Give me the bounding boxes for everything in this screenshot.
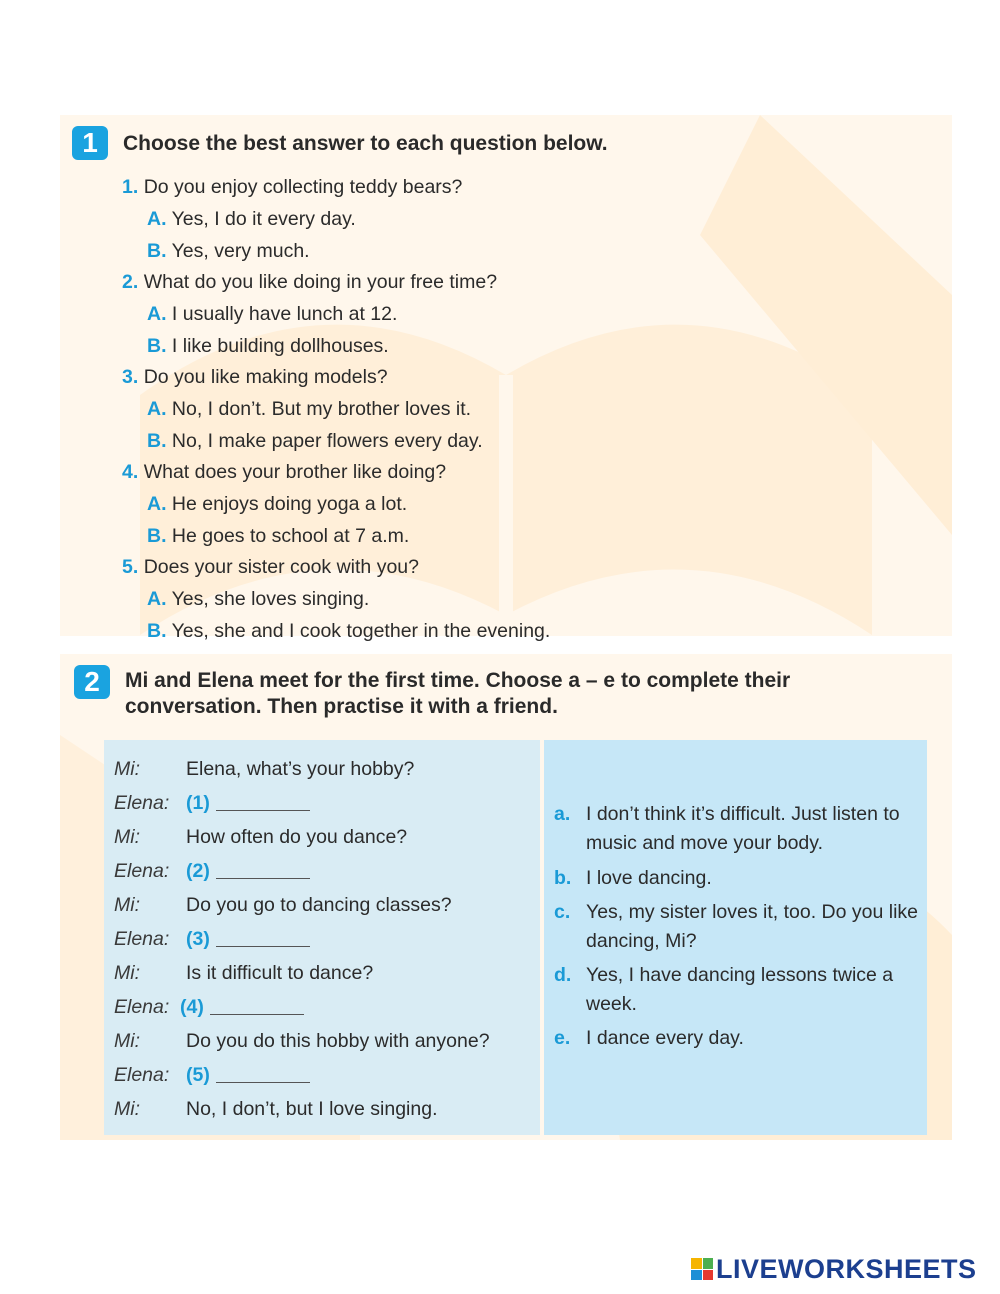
line-text: How often do you dance? — [186, 826, 408, 848]
option-key: A. — [147, 493, 167, 515]
blank-input-line[interactable] — [210, 1014, 304, 1015]
exercise-2-badge: 2 — [74, 665, 110, 699]
question-text: What do you like doing in your free time? — [143, 271, 498, 293]
blank-3[interactable] — [186, 927, 310, 951]
option-key: B. — [147, 525, 167, 547]
option-4b[interactable] — [147, 524, 409, 548]
option-key: e. — [554, 1027, 571, 1049]
speaker: Mi: — [114, 1030, 140, 1052]
option-text: Yes, she loves singing. — [171, 588, 370, 610]
option-text: Yes, very much. — [171, 240, 310, 262]
option-text: No, I don’t. But my brother loves it. — [171, 398, 472, 420]
question-number: 1. — [122, 176, 139, 198]
blank-4[interactable] — [180, 995, 304, 1019]
logo-text: LIVEWORKSHEETS — [716, 1253, 977, 1284]
question-5 — [122, 555, 419, 579]
option-key: A. — [147, 398, 167, 420]
option-5a[interactable] — [147, 587, 369, 611]
option-2b[interactable] — [147, 334, 389, 358]
speaker: Elena: — [114, 928, 170, 950]
speaker: Elena: — [114, 860, 170, 882]
option-key: B. — [147, 335, 167, 357]
speaker: Mi: — [114, 962, 140, 984]
exercise-2-title-line2: conversation. Then practise it with a friend. — [125, 695, 558, 718]
question-4 — [122, 460, 446, 484]
line-text: No, I don’t, but I love singing. — [186, 1098, 438, 1120]
dialogue-panel — [104, 740, 540, 1135]
liveworksheets-grid-icon — [691, 1258, 713, 1280]
option-key: A. — [147, 588, 167, 610]
speaker: Mi: — [114, 826, 140, 848]
question-text: Do you like making models? — [143, 366, 388, 388]
blank-input-line[interactable] — [216, 878, 310, 879]
option-text: Yes, my sister loves it, too. Do you like dancing, Mi? — [586, 901, 918, 952]
option-4a[interactable] — [147, 492, 407, 516]
answer-option-a[interactable] — [554, 800, 931, 858]
option-2a[interactable] — [147, 302, 397, 326]
line-text: Is it difficult to dance? — [186, 962, 374, 984]
question-text: Do you enjoy collecting teddy bears? — [143, 176, 463, 198]
option-key: B. — [147, 240, 167, 262]
option-text: No, I make paper flowers every day. — [171, 430, 483, 452]
blank-number: (3) — [186, 928, 210, 950]
line-text: Elena, what’s your hobby? — [186, 758, 415, 780]
answer-option-b[interactable] — [554, 864, 931, 893]
option-key: B. — [147, 430, 167, 452]
option-text: He goes to school at 7 a.m. — [171, 525, 410, 547]
option-key: A. — [147, 208, 167, 230]
line-text: Do you go to dancing classes? — [186, 894, 452, 916]
question-number: 4. — [122, 461, 139, 483]
answer-option-c[interactable] — [554, 898, 931, 956]
question-number: 5. — [122, 556, 139, 578]
option-text: Yes, I have dancing lessons twice a week. — [586, 964, 894, 1015]
option-text: I usually have lunch at 12. — [171, 303, 398, 325]
answer-option-d[interactable] — [554, 961, 931, 1019]
line-text: Do you do this hobby with anyone? — [186, 1030, 490, 1052]
blank-2[interactable] — [186, 859, 310, 883]
blank-number: (4) — [180, 996, 204, 1018]
option-1b[interactable] — [147, 239, 310, 263]
liveworksheets-logo[interactable] — [691, 1254, 977, 1284]
blank-number: (2) — [186, 860, 210, 882]
option-key: d. — [554, 964, 572, 986]
option-text: I dance every day. — [586, 1027, 744, 1049]
option-text: Yes, she and I cook together in the evening. — [171, 620, 551, 642]
question-number: 2. — [122, 271, 139, 293]
option-text: I like building dollhouses. — [171, 335, 389, 357]
option-text: Yes, I do it every day. — [171, 208, 356, 230]
option-3a[interactable] — [147, 397, 471, 421]
question-3 — [122, 365, 388, 389]
blank-number: (1) — [186, 792, 210, 814]
blank-input-line[interactable] — [216, 810, 310, 811]
blank-1[interactable] — [186, 791, 310, 815]
option-1a[interactable] — [147, 207, 356, 231]
option-text: I don’t think it’s difficult. Just listen to music and move your body. — [586, 803, 900, 854]
speaker: Mi: — [114, 1098, 140, 1120]
speaker: Elena: — [114, 792, 170, 814]
speaker: Mi: — [114, 894, 140, 916]
option-3b[interactable] — [147, 429, 483, 453]
option-key: A. — [147, 303, 167, 325]
blank-number: (5) — [186, 1064, 210, 1086]
option-key: B. — [147, 620, 167, 642]
question-text: Does your sister cook with you? — [143, 556, 419, 578]
option-key: b. — [554, 867, 572, 889]
option-key: c. — [554, 901, 571, 923]
option-text: He enjoys doing yoga a lot. — [171, 493, 408, 515]
question-2 — [122, 270, 497, 294]
speaker: Mi: — [114, 758, 140, 780]
exercise-1-title: Choose the best answer to each question below. — [123, 132, 608, 155]
question-1 — [122, 175, 462, 199]
exercise-2-title-line1: Mi and Elena meet for the first time. Choose a – e to complete their — [125, 669, 791, 692]
question-number: 3. — [122, 366, 139, 388]
speaker: Elena: — [114, 1064, 170, 1086]
exercise-1-badge: 1 — [72, 126, 108, 160]
option-key: a. — [554, 803, 571, 825]
blank-input-line[interactable] — [216, 946, 310, 947]
answer-option-e[interactable] — [554, 1024, 931, 1053]
blank-5[interactable] — [186, 1063, 310, 1087]
speaker: Elena: — [114, 996, 170, 1018]
option-text: I love dancing. — [586, 867, 712, 889]
option-5b[interactable] — [147, 619, 550, 643]
question-text: What does your brother like doing? — [143, 461, 447, 483]
blank-input-line[interactable] — [216, 1082, 310, 1083]
